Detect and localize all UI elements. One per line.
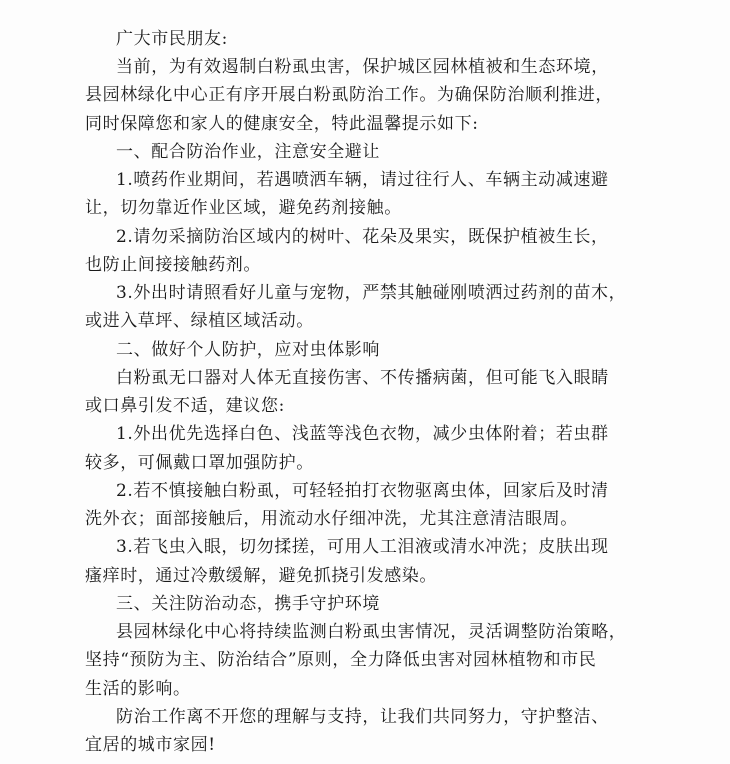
section1-heading: 一、配合防治作业，注意安全避让 bbox=[116, 142, 380, 162]
section1-item3-line-2: 或进入草坪、绿植区域活动。 bbox=[85, 311, 314, 331]
section2-item1-line-1: 1.外出优先选择白色、浅蓝等浅色衣物，减少虫体附着；若虫群 bbox=[116, 424, 609, 444]
section1-item1-line-2: 让，切勿靠近作业区域，避免药剂接触。 bbox=[85, 198, 402, 218]
intro-line-1: 当前，为有效遏制白粉虱虫害，保护城区园林植被和生态环境， bbox=[116, 57, 609, 77]
section2-intro-line-2: 或口鼻引发不适，建议您: bbox=[85, 396, 285, 416]
section2-item2-line-2: 洗外衣；面部接触后，用流动水仔细冲洗，尤其注意清洁眼周。 bbox=[85, 509, 578, 529]
section1-item2-line-2: 也防止间接接触药剂。 bbox=[85, 255, 261, 275]
section1-item3-line-1: 3.外出时请照看好儿童与宠物，严禁其触碰刚喷洒过药剂的苗木， bbox=[116, 283, 627, 303]
section3-body-line-3: 生活的影响。 bbox=[85, 679, 191, 699]
section2-heading: 二、做好个人防护，应对虫体影响 bbox=[116, 340, 380, 360]
closing-line-1: 防治工作离不开您的理解与支持，让我们共同努力，守护整洁、 bbox=[116, 707, 609, 727]
section2-item3-line-2: 瘙痒时，通过冷敷缓解，避免抓挠引发感染。 bbox=[85, 566, 437, 586]
intro-line-2: 县园林绿化中心正有序开展白粉虱防治工作。为确保防治顺利推进， bbox=[85, 85, 613, 105]
section2-item3-line-1: 3.若飞虫入眼，切勿揉搓，可用人工泪液或清水冲洗；皮肤出现 bbox=[116, 537, 609, 557]
section3-body-line-1: 县园林绿化中心将持续监测白粉虱虫害情况，灵活调整防治策略， bbox=[116, 622, 627, 642]
section1-item1-line-1: 1.喷药作业期间，若遇喷洒车辆，请过往行人、车辆主动减速避 bbox=[116, 170, 609, 190]
section3-body-line-2: 坚持“预防为主、防治结合”原则，全力降低虫害对园林植物和市民 bbox=[85, 650, 597, 670]
section1-item2-line-1: 2.请勿采摘防治区域内的树叶、花朵及果实，既保护植被生长， bbox=[116, 227, 609, 247]
section2-intro-line-1: 白粉虱无口器对人体无直接伤害、不传播病菌，但可能飞入眼睛 bbox=[116, 368, 609, 388]
section3-heading: 三、关注防治动态，携手守护环境 bbox=[116, 594, 380, 614]
closing-line-2: 宜居的城市家园! bbox=[85, 735, 216, 755]
section2-item1-line-2: 较多，可佩戴口罩加强防护。 bbox=[85, 453, 314, 473]
section2-item2-line-1: 2.若不慎接触白粉虱，可轻轻拍打衣物驱离虫体，回家后及时清 bbox=[116, 481, 609, 501]
intro-line-3: 同时保障您和家人的健康安全，特此温馨提示如下: bbox=[85, 114, 479, 134]
greeting: 广大市民朋友: bbox=[116, 29, 228, 49]
